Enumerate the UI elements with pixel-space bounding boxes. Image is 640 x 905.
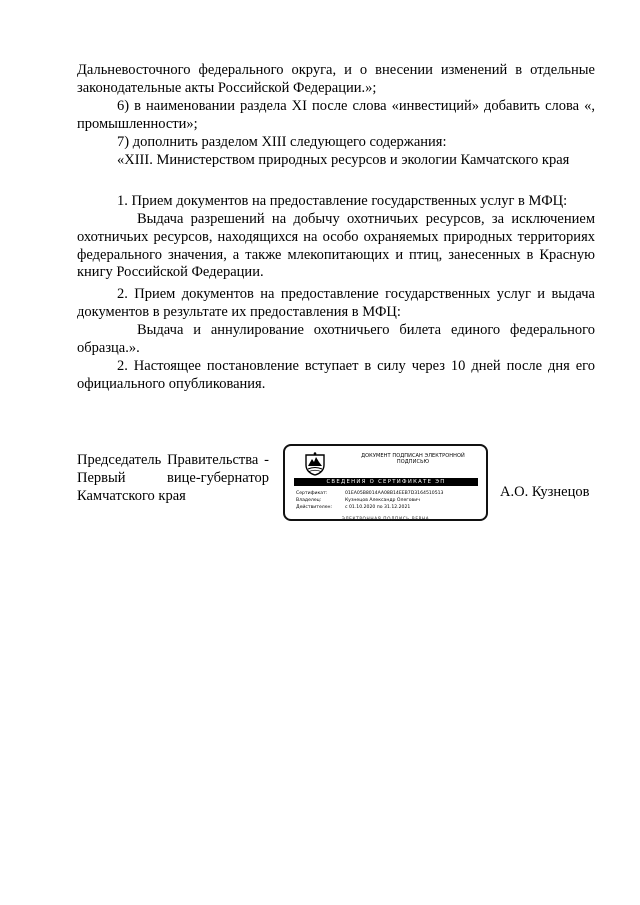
stamp-certificate-row xyxy=(296,491,443,497)
owner-value: Кузнецов Александр Олегович xyxy=(345,498,420,503)
kamchatka-emblem-icon xyxy=(304,452,326,476)
certificate-value: 01EA05B8014AA08B14EEB7D3164510513 xyxy=(345,491,444,496)
section-heading: «XIII. Министерством природных ресурсов и экологии Камчатского края xyxy=(117,152,570,168)
position-line: Первый вице-губернатор xyxy=(77,469,269,486)
electronic-signature-stamp xyxy=(283,444,488,521)
service-description-1: Выдача разрешений на добычу охотничьих ресурсов, за исключением охотничьих ресурсов, находящихся на особо охраняемых природных территориях федерального значения, а также млекопитающих и птиц, занесенных в Красную книгу Российской Федерации. xyxy=(77,211,595,281)
signatory-name: А.О. Кузнецов xyxy=(500,484,590,500)
paragraph-continuation: Дальневосточного федерального округа, и о внесении изменений в отдельные законодательные акты Российской Федерации.»; xyxy=(77,62,595,96)
service-description-2: Выдача и аннулирование охотничьего билета единого федерального образца.». xyxy=(77,322,595,356)
paragraph-effective-date: 2. Настоящее постановление вступает в силу через 10 дней после дня его официального опубликования. xyxy=(77,358,595,392)
list-item-2: 2. Прием документов на предоставление государственных услуг и выдача документов в результате их предоставления в МФЦ: xyxy=(77,286,595,320)
signatory-position xyxy=(77,452,269,505)
stamp-title: ДОКУМЕНТ ПОДПИСАН ЭЛЕКТРОННОЙ ПОДПИСЬЮ xyxy=(361,453,465,466)
validity-value: с 01.10.2020 по 31.12.2021 xyxy=(345,505,411,510)
position-line: Камчатского края xyxy=(77,487,186,504)
stamp-certificate-header: СВЕДЕНИЯ О СЕРТИФИКАТЕ ЭП xyxy=(294,478,478,486)
stamp-validity-row xyxy=(296,505,410,511)
validity-label: Действителен: xyxy=(296,505,333,510)
paragraph-item-6: 6) в наименовании раздела XI после слова «инвестиций» добавить слова «, промышленности»; xyxy=(77,98,595,132)
position-line: Председатель Правительства - xyxy=(77,452,269,468)
stamp-owner-row xyxy=(296,498,420,504)
certificate-label: Сертификат: xyxy=(296,491,328,496)
owner-label: Владелец: xyxy=(296,498,322,503)
list-item-1: 1. Прием документов на предоставление государственных услуг в МФЦ: xyxy=(117,193,568,209)
paragraph-item-7: 7) дополнить разделом XIII следующего содержания: xyxy=(117,134,447,150)
stamp-footer: ЭЛЕКТРОННАЯ ПОДПИСЬ ВЕРНА xyxy=(341,517,430,522)
